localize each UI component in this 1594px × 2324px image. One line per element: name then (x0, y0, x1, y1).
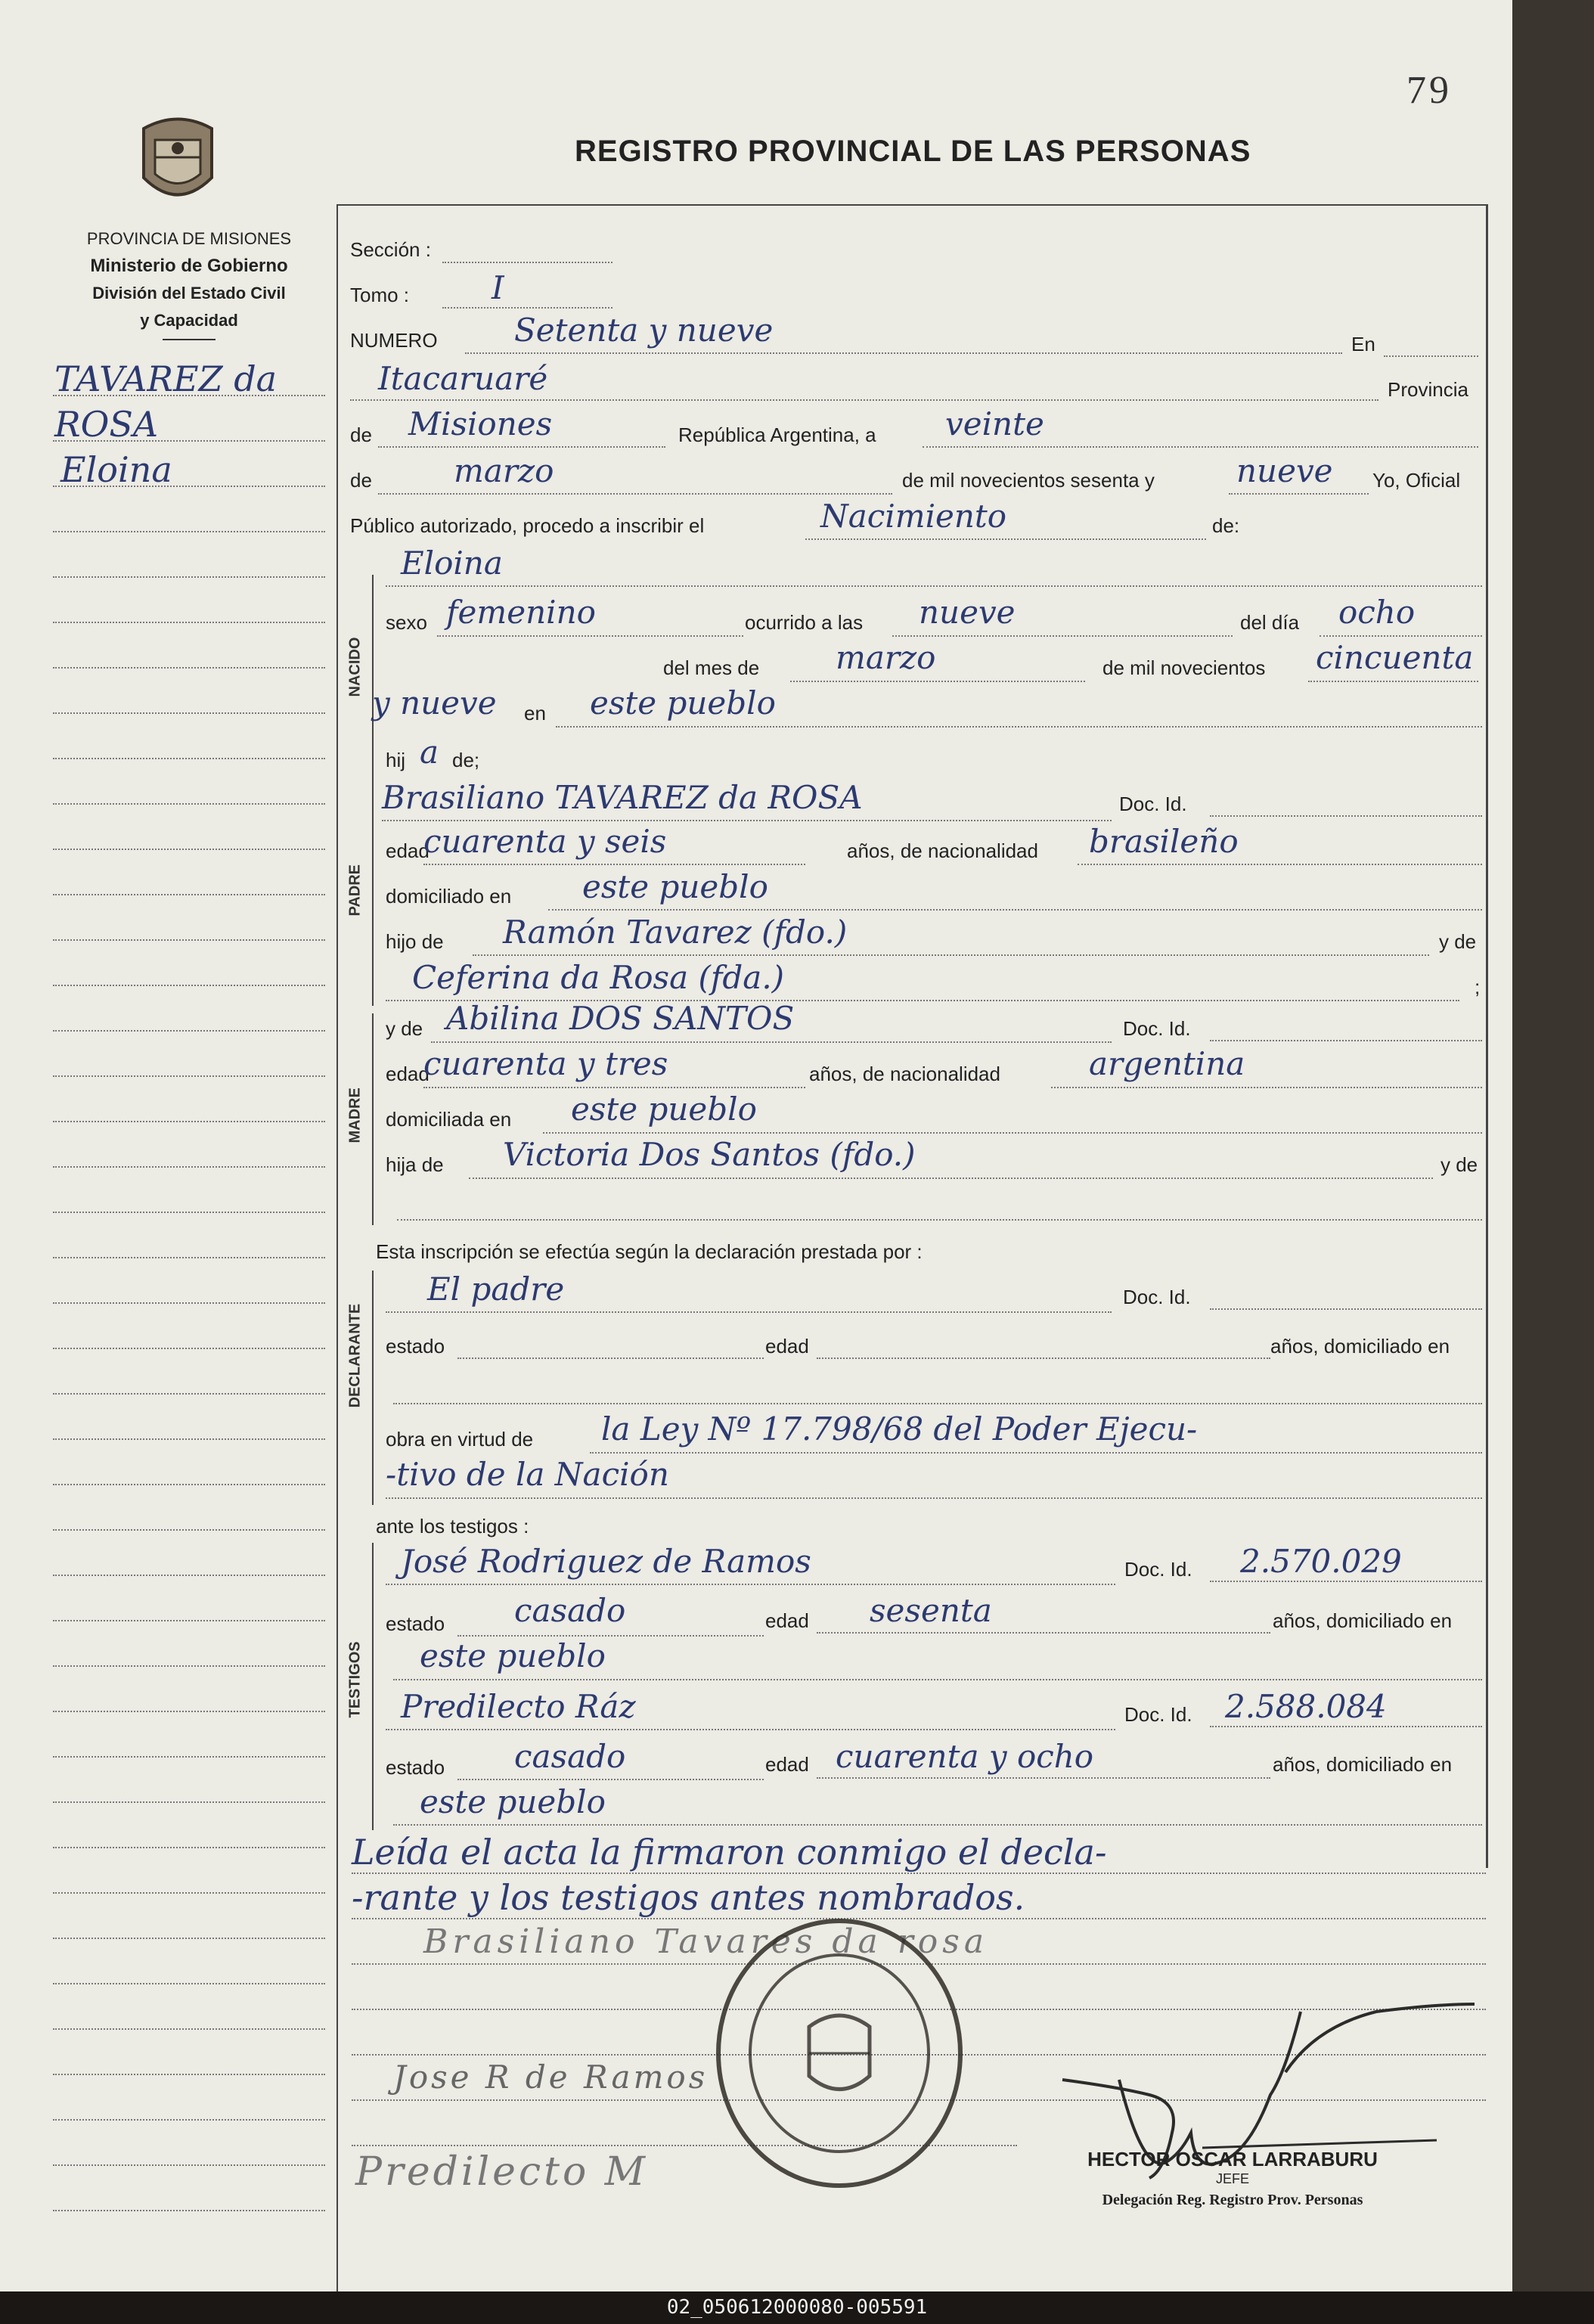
division-line: División del Estado Civil (92, 284, 286, 303)
testigo1-edad-value: sesenta (870, 1592, 992, 1629)
nacido-label: NACIDO (346, 637, 364, 697)
margin-line (53, 1438, 325, 1440)
de-label-2: de (350, 469, 372, 492)
book-spine (1512, 0, 1594, 2291)
testigo1-doc-value: 2.570.029 (1240, 1543, 1402, 1580)
testigo2-estado-label: estado (386, 1756, 445, 1779)
margin-line (53, 1212, 325, 1213)
testigo2-signature: Predilecto M (355, 2149, 649, 2195)
padre-nacionalidad-field (1078, 864, 1482, 865)
testigo1-estado-field (457, 1635, 764, 1637)
madre-bracket (372, 1013, 374, 1225)
margin-line (53, 1847, 325, 1848)
madre-label: MADRE (346, 1088, 364, 1143)
page-number: 79 (1406, 69, 1452, 112)
padre-edad-value: cuarenta y seis (423, 823, 667, 860)
dia-nac-value: ocho (1338, 594, 1416, 631)
lugar-field (350, 399, 1378, 401)
numero-field (465, 352, 1342, 354)
obra-field-1 (590, 1452, 1482, 1454)
testigo1-doc-label: Doc. Id. (1124, 1558, 1192, 1581)
provincia-label: Provincia (1388, 378, 1468, 401)
numero-value: Setenta y nueve (514, 312, 774, 349)
testigo2-domicilio-field (393, 1824, 1482, 1826)
del-dia-label: del día (1240, 611, 1300, 634)
margin-line (53, 531, 325, 532)
testigo2-doc-field (1210, 1726, 1482, 1727)
margin-line (53, 894, 325, 895)
declarante-estado-label: estado (386, 1335, 445, 1357)
testigo2-domicilio-value: este pueblo (420, 1783, 606, 1820)
declarante-anios-label: años, domiciliado en (1270, 1335, 1450, 1357)
declarante-nombre-value: El padre (427, 1271, 565, 1308)
margin-line (53, 2119, 325, 2121)
semicolon-label: ; (1475, 976, 1481, 998)
official-role: JEFE (1215, 2171, 1249, 2186)
hija-de-label: hija de (386, 1153, 444, 1176)
testigo1-edad-field (817, 1632, 1270, 1634)
margin-line (53, 758, 325, 759)
margin-line (53, 985, 325, 986)
margin-line (53, 803, 325, 805)
margin-line (53, 1030, 325, 1032)
file-id: 02_050612000080-005591 (666, 2296, 928, 2319)
form-frame-top (336, 204, 1487, 206)
madre-extra-field (397, 1219, 1482, 1221)
hora-field (892, 635, 1233, 637)
margin-line (53, 1938, 325, 1939)
testigo1-estado-label: estado (386, 1612, 445, 1635)
padre-doc-field (1210, 815, 1482, 817)
padre-dom-label: domiciliado en (386, 885, 512, 908)
margin-line (53, 1892, 325, 1894)
madre-doc-label: Doc. Id. (1123, 1017, 1191, 1040)
padre-edad-label: edad (386, 839, 430, 862)
margin-line (53, 2210, 325, 2211)
margin-line (53, 1302, 325, 1304)
padre-signature: Brasiliano Tavares da rosa (423, 1922, 989, 1961)
closing-line-1: Leída el acta la firmaron conmigo el decla- (352, 1832, 1107, 1873)
padre-y-de-label: y de (1439, 930, 1477, 953)
official-stamp-icon (711, 1913, 968, 2193)
madre-dom-label: domiciliada en (386, 1108, 512, 1131)
provincia-field (378, 446, 665, 448)
provincia-value: Misiones (408, 405, 553, 442)
publico-label: Público autorizado, procedo a inscribir el (350, 514, 705, 537)
margin-line (53, 1756, 325, 1758)
anio-acta-value: nueve (1236, 452, 1333, 489)
padre-domicilio-field (548, 909, 1482, 911)
yo-oficial-label: Yo, Oficial (1372, 469, 1461, 492)
mes-acta-value: marzo (454, 452, 554, 489)
de-semi-label: de; (452, 749, 480, 771)
anio-nac-value-1: cincuenta (1316, 639, 1474, 676)
madre-y-de-label-2: y de (1440, 1153, 1478, 1176)
margin-given-name: Eloina (60, 449, 172, 490)
madre-doc-field (1210, 1040, 1482, 1041)
testigo2-nombre-field (386, 1729, 1115, 1730)
margin-line (53, 622, 325, 623)
anio-acta-field (1229, 493, 1369, 495)
madre-domicilio-field (543, 1132, 1482, 1134)
madre-nombre-field (431, 1041, 1112, 1043)
margin-line (53, 939, 325, 941)
madre-domicilio-value: este pueblo (571, 1091, 757, 1128)
testigos-label: TESTIGOS (346, 1641, 364, 1718)
hora-value: nueve (919, 594, 1016, 631)
testigo1-estado-value: casado (514, 1592, 626, 1629)
madre-edad-label: edad (386, 1063, 430, 1085)
margin-line (53, 2164, 325, 2166)
margin-surname-2: ROSA (54, 404, 159, 445)
madre-edad-value: cuarenta y tres (423, 1045, 668, 1082)
del-mes-label: del mes de (663, 656, 760, 679)
padre-doc-label: Doc. Id. (1119, 793, 1187, 815)
mes-nac-field (790, 681, 1085, 682)
mil-novecientos-label: de mil novecientos (1102, 656, 1266, 679)
margin-line (53, 1711, 325, 1712)
anio-nac-field (1308, 681, 1478, 682)
margin-line (53, 1801, 325, 1803)
testigo2-doc-value: 2.588.084 (1225, 1688, 1387, 1725)
margin-line (53, 1121, 325, 1122)
madre-nac-label: años, de nacionalidad (809, 1063, 1000, 1085)
hij-suffix-value: a (420, 734, 439, 771)
padre-nac-label: años, de nacionalidad (847, 839, 1038, 862)
sexo-label: sexo (386, 611, 427, 634)
padre-hijo-de-value: Ramón Tavarez (fdo.) (503, 914, 848, 951)
dia-nac-field (1320, 635, 1482, 637)
testigo2-doc-label: Doc. Id. (1124, 1703, 1192, 1726)
margin-line (53, 2028, 325, 2030)
en-lower-label: en (524, 702, 546, 725)
closing-field-1 (352, 1873, 1486, 1874)
republica-label: República Argentina, a (678, 424, 876, 446)
padre-label: PADRE (346, 864, 364, 917)
padre-nombre-field (382, 820, 1112, 821)
margin-line (53, 712, 325, 714)
inscripcion-label: Esta inscripción se efectúa según la declaración prestada por : (376, 1240, 923, 1263)
margin-line (53, 849, 325, 850)
official-name: HECTOR OSCAR LARRABURU (1087, 2148, 1378, 2170)
declarante-edad-label: edad (765, 1335, 809, 1357)
madre-y-de-label: y de (386, 1017, 423, 1040)
lugar-nac-field (556, 726, 1482, 728)
madre-nombre-value: Abilina DOS SANTOS (446, 1000, 795, 1037)
lugar-value: Itacaruaré (378, 360, 548, 397)
margin-line (53, 667, 325, 669)
de-colon-label: de: (1212, 514, 1240, 537)
capacity-line: y Capacidad (140, 311, 238, 330)
testigo2-nombre-value: Predilecto Ráz (401, 1688, 636, 1725)
margin-line (53, 1983, 325, 1984)
obra-value-1: la Ley Nº 17.798/68 del Poder Ejecu- (601, 1410, 1198, 1447)
declarante-doc-field (1210, 1308, 1482, 1310)
testigo1-nombre-value: José Rodriguez de Ramos (401, 1543, 811, 1580)
form-frame-left (336, 204, 338, 2291)
declarante-domicilio-field (393, 1403, 1482, 1404)
acto-field (805, 538, 1206, 540)
testigo2-edad-field (817, 1777, 1270, 1779)
form-frame-right (1486, 204, 1488, 1868)
testigo1-nombre-field (386, 1584, 1115, 1585)
madre-hija-de-field (469, 1178, 1433, 1179)
margin-line (53, 2074, 325, 2075)
mes-nac-value: marzo (836, 639, 936, 676)
official-delegation: Delegación Reg. Registro Prov. Personas (1102, 2192, 1363, 2208)
sexo-field (437, 635, 743, 637)
de-label: de (350, 424, 372, 446)
madre-hija-de-value: Victoria Dos Santos (fdo.) (503, 1136, 916, 1173)
margin-line (53, 1620, 325, 1621)
hijo-de-label: hijo de (386, 930, 444, 953)
testigo1-edad-label: edad (765, 1609, 809, 1632)
declarante-label (347, 1363, 364, 1408)
margin-line (53, 1665, 325, 1667)
declarante-edad-field (817, 1357, 1270, 1359)
acto-value: Nacimiento (820, 498, 1007, 535)
sexo-value: femenino (446, 594, 596, 631)
testigo2-edad-value: cuarenta y ocho (836, 1738, 1094, 1775)
margin-surname-1: TAVAREZ da (54, 358, 278, 399)
tomo-field (442, 307, 612, 309)
padre-nombre-value: Brasiliano TAVAREZ da ROSA (382, 779, 863, 816)
numero-label: NUMERO (350, 329, 438, 352)
testigo1-doc-field (1210, 1581, 1482, 1582)
margin-line (53, 1166, 325, 1168)
official-signature-block (1036, 2148, 1429, 2209)
margin-line (53, 576, 325, 578)
tomo-value: I (492, 269, 504, 306)
anio-nac-value-2: y nueve (372, 684, 497, 721)
margin-line (53, 1348, 325, 1349)
testigo2-estado-field (457, 1779, 764, 1780)
nombre-value: Eloina (401, 545, 503, 582)
obra-value-2: -tivo de la Nación (386, 1456, 669, 1493)
madre-edad-field (423, 1087, 805, 1088)
ante-label: ante los testigos : (376, 1515, 529, 1537)
nacido-bracket (372, 575, 374, 787)
en-label: En (1351, 333, 1375, 355)
padre-bracket (372, 787, 374, 1006)
declarante-bracket (372, 1271, 374, 1505)
declarante-estado-field (457, 1357, 764, 1359)
declarante-doc-label: Doc. Id. (1123, 1286, 1191, 1308)
hij-label: hij (386, 749, 406, 771)
padre-y-de-value: Ceferina da Rosa (fda.) (412, 959, 785, 996)
mil-sesenta-label: de mil novecientos sesenta y (902, 469, 1155, 492)
coat-of-arms-icon (136, 113, 219, 212)
margin-line (53, 1257, 325, 1258)
nombre-field (386, 585, 1482, 587)
padre-domicilio-value: este pueblo (582, 868, 768, 905)
obra-label: obra en virtud de (386, 1428, 534, 1451)
testigos-bracket (372, 1543, 374, 1830)
testigo2-anios-label: años, domiciliado en (1273, 1753, 1453, 1776)
declarante-nombre-field (386, 1311, 1112, 1313)
page-title: REGISTRO PROVINCIAL DE LAS PERSONAS (575, 135, 1251, 168)
testigo1-anios-label: años, domiciliado en (1273, 1609, 1453, 1632)
margin-line (53, 1393, 325, 1395)
margin-line (53, 1575, 325, 1576)
ocurrido-label: ocurrido a las (745, 611, 864, 634)
madre-nacionalidad-value: argentina (1089, 1045, 1245, 1082)
madre-nacionalidad-field (1051, 1087, 1482, 1088)
obra-field-2 (386, 1497, 1482, 1499)
testigo2-edad-label: edad (765, 1753, 809, 1776)
padre-hijo-de-field (473, 954, 1429, 956)
mes-acta-field (378, 493, 892, 495)
seccion-label: Sección : (350, 238, 431, 261)
issuing-office (45, 225, 333, 345)
tomo-label: Tomo : (350, 284, 410, 306)
testigo1-domicilio-value: este pueblo (420, 1637, 606, 1674)
divider (163, 339, 216, 340)
en-field (1384, 355, 1478, 357)
margin-line (53, 1529, 325, 1531)
margin-line (53, 1484, 325, 1485)
dia-acta-field (923, 446, 1478, 448)
padre-edad-field (423, 864, 805, 865)
margin-line (53, 1075, 325, 1077)
testigo1-domicilio-field (393, 1679, 1482, 1680)
testigo1-signature: Jose R de Ramos (393, 2059, 709, 2096)
closing-line-2: -rante y los testigos antes nombrados. (352, 1877, 1025, 1918)
testigo2-estado-value: casado (514, 1738, 626, 1775)
lugar-nac-value: este pueblo (590, 684, 776, 721)
dia-acta-value: veinte (945, 405, 1044, 442)
padre-nacionalidad-value: brasileño (1089, 823, 1239, 860)
seccion-field (442, 262, 612, 263)
province-line: PROVINCIA DE MISIONES (86, 229, 292, 248)
ministry-line: Ministerio de Gobierno (90, 256, 288, 276)
